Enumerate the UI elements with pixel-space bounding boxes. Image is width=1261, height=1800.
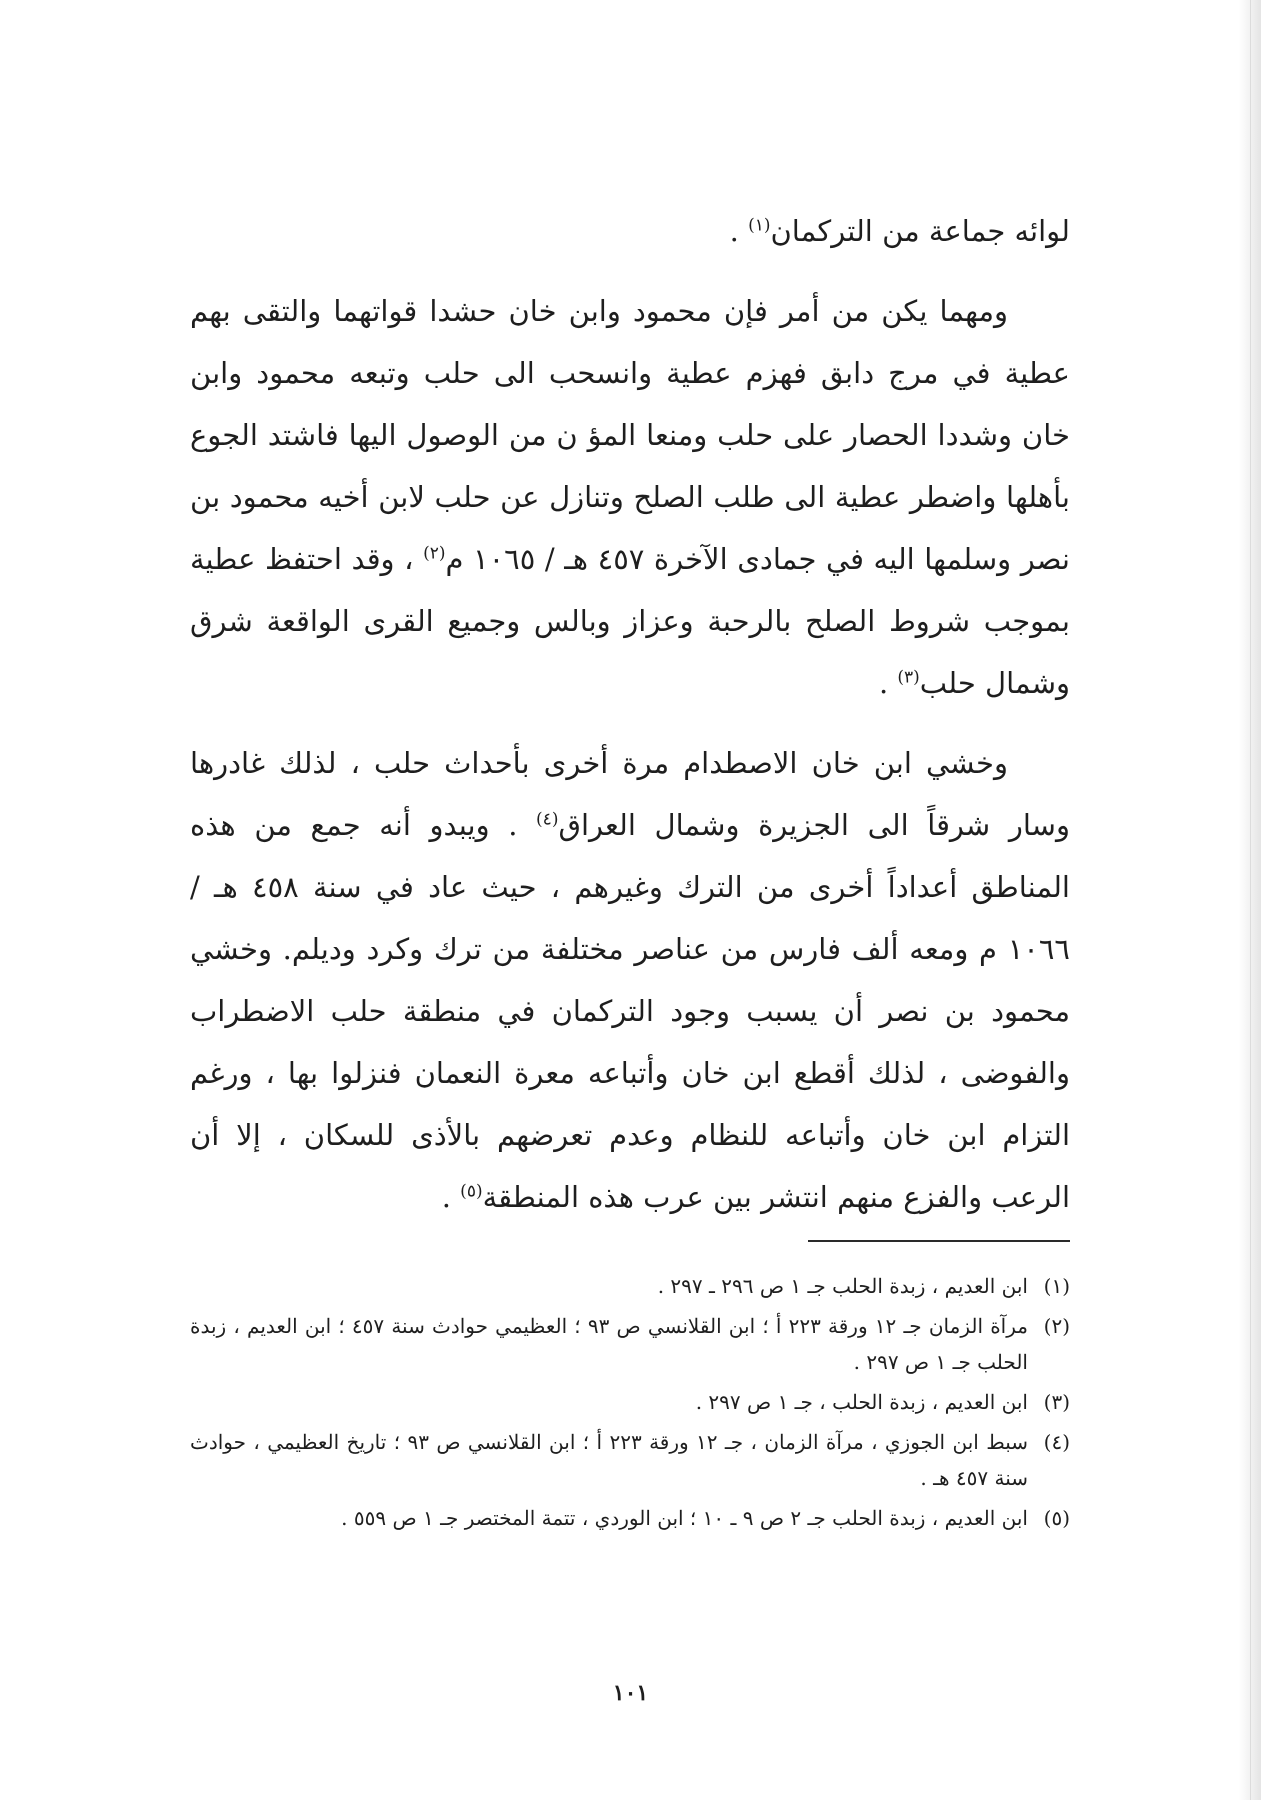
footnote-number: (٣) <box>1043 1390 1070 1414</box>
footnotes <box>190 1268 1070 1540</box>
footnote-text: سبط ابن الجوزي ، مرآة الزمان ، جـ ١٢ ورقة ٢٢٣ أ ؛ ابن القلانسي ص ٩٣ ؛ تاريخ العظيمي ، حوادث سنة ٤٥٧ هـ . <box>190 1430 1028 1490</box>
footnote-ref-4[interactable]: (٤) <box>536 809 559 830</box>
footnote-ref-2[interactable]: (٢) <box>423 543 446 564</box>
footnote-4 <box>190 1424 1070 1496</box>
footnote-3 <box>190 1384 1070 1420</box>
footnote-number: (٤) <box>1043 1430 1070 1454</box>
paragraph-3: وخشي ابن خان الاصطدام مرة أخرى بأحداث حلب ، لذلك غادرها وسار شرقاً الى الجزيرة وشمال العراق$^{(٤)}$ . ويبدو أنه جمع من هذه المناطق أعداداً أخرى من الترك وغيرهم ، حيث عاد في سنة ٤٥٨ هـ / ١٠٦٦ م ومعه ألف فارس من عناصر مختلفة من ترك وكرد وديلم. وخشي محمود بن نصر أن يسبب وجود التركمان في منطقة حلب الاضطراب والفوضى ، لذلك أقطع ابن خان وأتباعه معرة النعمان فنزلوا بها ، ورغم التزام ابن خان وأتباعه للنظام وعدم تعرضهم بالأذى للسكان ، إلا أن الرعب والفزع منهم انتشر بين عرب هذه المنطقة$^{(٥)}$ . <box>190 746 1070 1214</box>
footnote-text: ابن العديم ، زبدة الحلب جـ ٢ ص ٩ ـ ١٠ ؛ ابن الوردي ، تتمة المختصر جـ ١ ص ٥٥٩ . <box>341 1506 1028 1530</box>
footnote-ref-5[interactable]: (٥) <box>460 1181 483 1202</box>
footnote-2 <box>190 1308 1070 1380</box>
footnote-number: (٢) <box>1043 1314 1070 1338</box>
page-edge-line <box>1250 0 1251 1800</box>
footnote-text: مرآة الزمان جـ ١٢ ورقة ٢٢٣ أ ؛ ابن القلانسي ص ٩٣ ؛ العظيمي حوادث سنة ٤٥٧ ؛ ابن العديم ، زبدة الحلب جـ ١ ص ٢٩٧ . <box>190 1314 1028 1374</box>
footnote-5 <box>190 1500 1070 1536</box>
footnote-text: ابن العديم ، زبدة الحلب ، جـ ١ ص ٢٩٧ . <box>695 1390 1028 1414</box>
footnote-separator <box>808 1240 1070 1242</box>
main-text <box>190 200 1070 1228</box>
footnote-number: (٥) <box>1043 1506 1070 1530</box>
page-number: ١٠١ <box>612 1680 649 1706</box>
footnote-number: (١) <box>1043 1274 1070 1298</box>
footnote-ref-3[interactable]: (٣) <box>897 667 920 688</box>
paragraph-2: ومهما يكن من أمر فإن محمود وابن خان حشدا قواتهما والتقى بهم عطية في مرج دابق فهزم عطية وانسحب الى حلب وتبعه محمود وابن خان وشددا الحصار على حلب ومنعا المؤ ن من الوصول اليها فاشتد الجوع بأهلها واضطر عطية الى طلب الصلح وتنازل عن حلب لابن أخيه محمود بن نصر وسلمها اليه في جمادى الآخرة ٤٥٧ هـ / ١٠٦٥ م$^{(٢)}$ ، وقد احتفظ عطية بموجب شروط الصلح بالرحبة وعزاز وبالس وجميع القرى الواقعة شرق وشمال حلب$^{(٣)}$ . <box>190 294 1070 700</box>
paragraph-1: لوائه جماعة من التركمان$^{(١)}$ . <box>729 214 1070 248</box>
footnote-ref-1[interactable]: (١) <box>748 215 771 236</box>
footnote-text: ابن العديم ، زبدة الحلب جـ ١ ص ٢٩٦ ـ ٢٩٧ . <box>657 1274 1028 1298</box>
footnote-1 <box>190 1268 1070 1304</box>
